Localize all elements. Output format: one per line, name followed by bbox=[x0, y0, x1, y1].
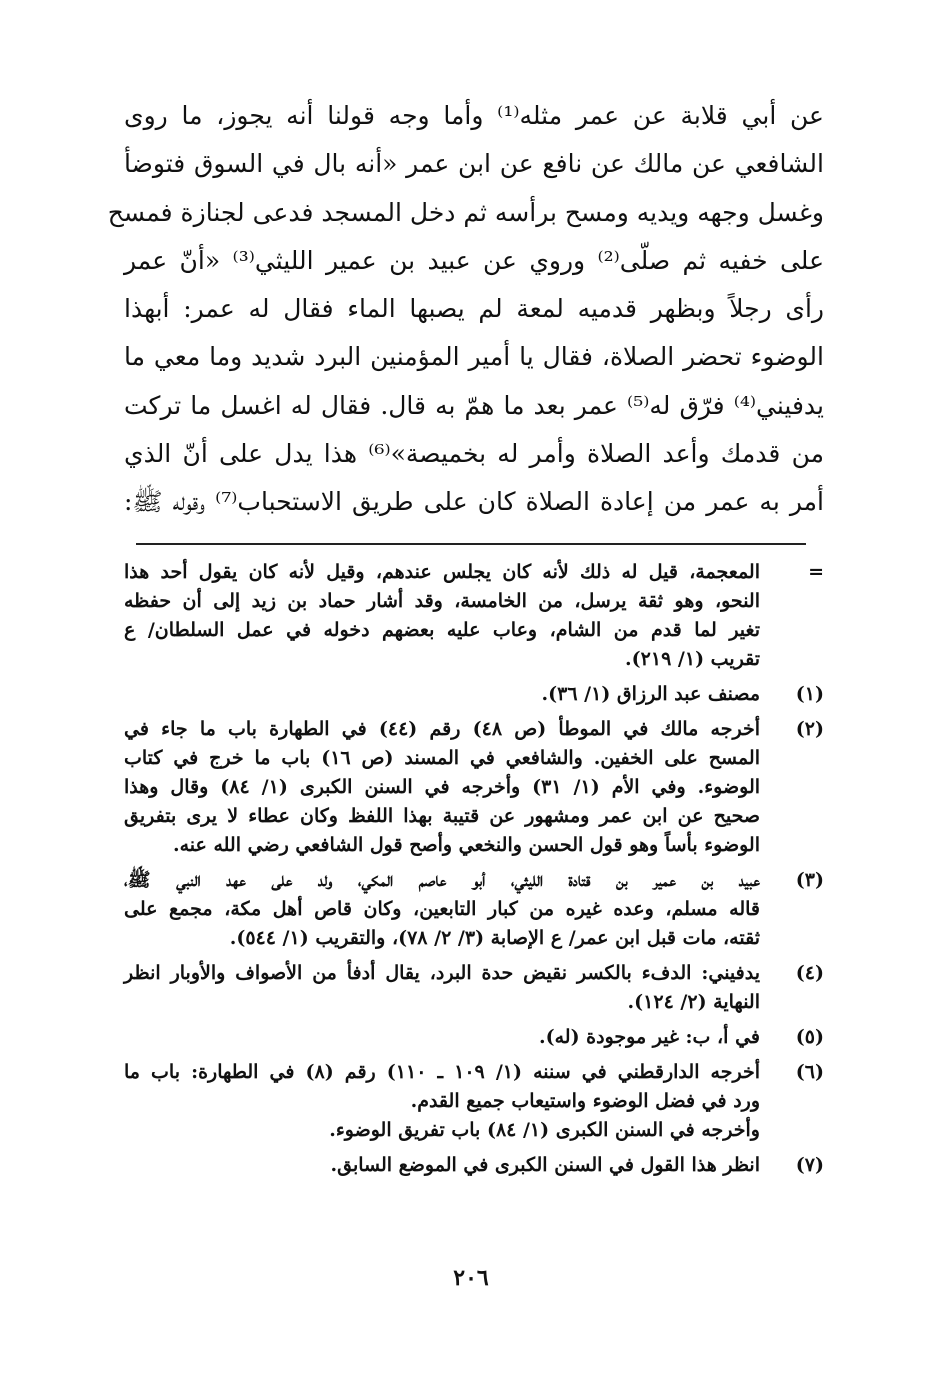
main-line: من قدمك وأعد الصلاة وأمر له بخميصة»⁽⁶⁾ هذا يدل على أنّ الذي bbox=[124, 439, 824, 469]
footnote-number: (٥) bbox=[795, 1026, 824, 1048]
footnote-continued bbox=[124, 558, 824, 674]
footnote-line: ثقته، مات قبل ابن عمر/ ع الإصابة (٣/ ٢/ ٧٨)، والتقريب (١/ ٥٤٤). bbox=[229, 927, 760, 949]
footnote-line: المعجمة، قيل له ذلك لأنه كان يجلس عندهم، وقيل لأنه كان يقول أحد هذا bbox=[124, 561, 760, 583]
footnote-number: (٣) bbox=[795, 869, 824, 891]
footnote-line: النحو، وهو ثقة يرسل، من الخامسة، وقد أشار حماد بن زيد إلى أن حفظه bbox=[124, 590, 760, 612]
footnote-line: يدفيني: الدفء بالكسر نقيض حدة البرد، يقال أدفأ من الأصواف والأوبار انظر bbox=[124, 962, 760, 984]
footnote-line: عبيد بن عمير بن قتادة الليثي، أبو عاصم المكي، ولد على عهد النبي ﷺ، bbox=[124, 869, 760, 891]
footnote-line: تقريب (١/ ٢١٩). bbox=[625, 648, 760, 670]
main-line: أمر به عمر من إعادة الصلاة كان على طريق الاستحباب⁽⁷⁾ وقوله ﷺ: bbox=[124, 487, 824, 517]
footnotes bbox=[124, 558, 824, 1186]
main-line: الشافعي عن مالك عن نافع عن ابن عمر «أنه بال في السوق فتوضأ bbox=[124, 149, 824, 179]
footnote-number: = bbox=[808, 561, 824, 583]
footnote-number: (١) bbox=[795, 683, 824, 705]
footnote-5 bbox=[124, 1023, 824, 1052]
footnote-line: مصنف عبد الرزاق (١/ ٣٦). bbox=[541, 683, 760, 705]
footnote-line: صحيح عن ابن عمر ومشهور عن قتيبة بهذا اللفظ وكان عطاء لا يرى بتفريق bbox=[124, 805, 760, 827]
main-line: وغسل وجهه ويديه ومسح برأسه ثم دخل المسجد فدعى لجنازة فمسح bbox=[107, 197, 824, 227]
footnote-3 bbox=[124, 866, 824, 953]
main-line: عن أبي قلابة عن عمر مثله⁽¹⁾ وأما وجه قولنا أنه يجوز، ما روى bbox=[124, 101, 824, 130]
footnote-line: الوضوء بأساً وهو قول الحسن والنخعي وأصح قول الشافعي رضي الله عنه. bbox=[172, 834, 760, 856]
footnote-line: النهاية (٢/ ١٢٤). bbox=[627, 991, 760, 1013]
main-line: رأى رجلاً وبظهر قدميه لمعة لم يصبها الماء فقال له عمر: أبهذا bbox=[124, 294, 824, 324]
footnote-6 bbox=[124, 1058, 824, 1145]
page-number: ٢٠٦ bbox=[453, 1265, 489, 1291]
footnote-line: قاله مسلم، وعده غيره من كبار التابعين، وكان قاص أهل مكة، مجمع على bbox=[124, 898, 760, 920]
footnote-7 bbox=[124, 1151, 824, 1180]
footnote-separator bbox=[136, 543, 806, 545]
footnote-line: أخرجه مالك في الموطأ (ص ٤٨) رقم (٤٤) في الطهارة باب ما جاء في bbox=[124, 718, 760, 740]
footnote-line: وأخرجه في السنن الكبرى (١/ ٨٤) باب تفريق الوضوء. bbox=[329, 1119, 760, 1141]
footnote-line: أخرجه الدارقطني في سننه (١/ ١٠٩ ـ ١١٠) رقم (٨) في الطهارة: باب ما bbox=[124, 1061, 760, 1083]
footnote-number: (٧) bbox=[795, 1154, 824, 1176]
footnote-4 bbox=[124, 959, 824, 1017]
footnote-line: المسح على الخفين. والشافعي في المسند (ص ١٦) باب ما خرج في كتاب bbox=[124, 747, 760, 769]
footnote-number: (٢) bbox=[795, 718, 824, 740]
footnote-2 bbox=[124, 715, 824, 860]
main-line: الوضوء تحضر الصلاة، فقال يا أمير المؤمنين البرد شديد وما معي ما bbox=[124, 342, 824, 372]
main-line: يدفيني⁽⁴⁾ فرّق له⁽⁵⁾ عمر بعد ما همّ به قال. فقال له اغسل ما تركت bbox=[124, 390, 824, 420]
footnote-number: (٤) bbox=[795, 962, 824, 984]
footnote-line: انظر هذا القول في السنن الكبرى في الموضع السابق. bbox=[330, 1154, 760, 1176]
footnote-number: (٦) bbox=[795, 1061, 824, 1083]
footnote-line: الوضوء. وفي الأم (١/ ٣١) وأخرجه في السنن الكبرى (١/ ٨٤) وقال وهذا bbox=[124, 776, 761, 798]
main-line: على خفيه ثم صلّى⁽²⁾ وروي عن عبيد بن عمير الليثي⁽³⁾ «أنّ عمر bbox=[124, 245, 824, 275]
footnote-line: تغير لما قدم من الشام، وعاب عليه بعضهم دخوله في عمل السلطان/ ع bbox=[124, 619, 760, 641]
main-text bbox=[107, 92, 824, 527]
footnote-1 bbox=[124, 680, 824, 709]
footnote-line: في أ، ب: غير موجودة (له). bbox=[539, 1026, 760, 1048]
footnote-line: ورد في فضل الوضوء واستيعاب جميع القدم. bbox=[410, 1090, 760, 1112]
